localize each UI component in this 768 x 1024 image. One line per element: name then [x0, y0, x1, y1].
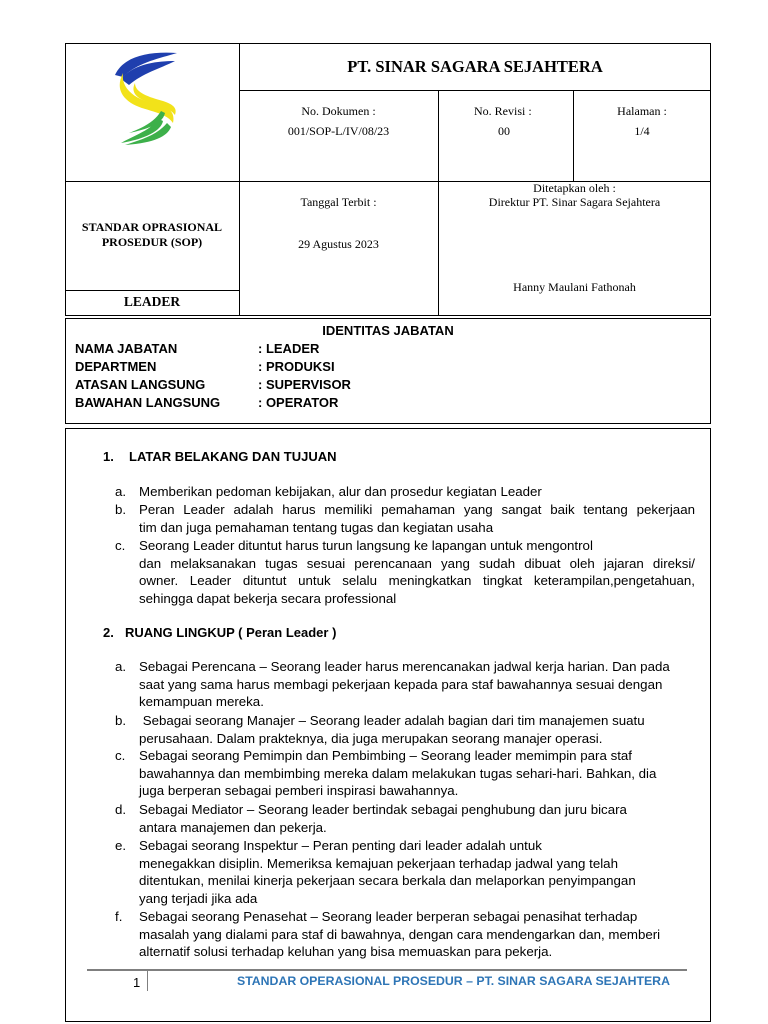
issue-date-label: Tanggal Terbit :	[300, 195, 377, 209]
section-1-title: LATAR BELAKANG DAN TUJUAN	[129, 449, 337, 464]
list-item: b. Peran Leader adalah harus memiliki pemahaman yang sangat baik tentang pekerjaan tim dan juga pemahaman tentang tugas dan kegiatan usaha	[115, 502, 695, 535]
identity-heading: IDENTITAS JABATAN	[322, 323, 454, 338]
list-item: d. Sebagai Mediator – Seorang leader bertindak sebagai penghubung dan juru bicara antara manajemen dan pekerja.	[115, 802, 627, 835]
page-value: 1/4	[634, 124, 650, 138]
sop-title-line2: PROSEDUR (SOP)	[101, 235, 203, 249]
footer-text: STANDAR OPERASIONAL PROSEDUR – PT. SINAR SAGARA SEJAHTERA	[237, 974, 670, 988]
sop-title-line1: STANDAR OPRASIONAL	[81, 220, 223, 234]
list-item: a. Sebagai Perencana – Seorang leader harus merencanakan jadwal kerja harian. Dan pada saat yang sama harus membagi pekerjaan kepada para staf bawahannya sesuai dengan kemampuan mereka.	[115, 659, 670, 710]
list-item: c. Seorang Leader dituntut harus turun langsung ke lapangan untuk mengontrol dan melaksanakan tugas sesuai perencanaan yang sudah dibuat oleh jajaran direksi/ owner. Leader dituntut untuk selalu meningkatkan tingkat keterampilan,pengetahuan, sehingga dapat bekerja secara professional	[115, 538, 695, 606]
identity-value-department: : PRODUKSI	[258, 359, 335, 374]
identity-value-position: : LEADER	[258, 341, 320, 356]
revision-value: 00	[498, 124, 510, 138]
approved-label: Ditetapkan oleh :	[533, 181, 616, 195]
section-1-number: 1.	[103, 449, 114, 464]
issue-date-value: 29 Agustus 2023	[298, 237, 379, 251]
identity-label-department: DEPARTMEN	[75, 359, 157, 374]
approver-name: Hanny Maulani Fathonah	[513, 280, 636, 294]
list-item: c. Sebagai seorang Pemimpin dan Pembimbing – Seorang leader memimpin para staf bawahannya dan membimbing mereka dalam melakukan tugas sehari-hari. Bahkan, dia juga berperan sebagai pemberi inspirasi bawahannya.	[115, 748, 657, 799]
footer-page-number: 1	[133, 975, 141, 990]
identity-value-superior: : SUPERVISOR	[258, 377, 351, 392]
identity-label-position: NAMA JABATAN	[75, 341, 178, 356]
company-name: PT. SINAR SAGARA SEJAHTERA	[347, 57, 603, 76]
section-2-number: 2.	[103, 625, 114, 640]
page-label: Halaman :	[617, 104, 667, 118]
company-logo	[113, 47, 179, 147]
revision-label: No. Revisi :	[474, 104, 532, 118]
identity-label-superior: ATASAN LANGSUNG	[75, 377, 206, 392]
doc-number-value: 001/SOP-L/IV/08/23	[287, 124, 390, 138]
list-item: a. Memberikan pedoman kebijakan, alur dan prosedur kegiatan Leader	[115, 484, 542, 499]
list-item: f. Sebagai seorang Penasehat – Seorang leader berperan sebagai penasihat terhadap masalah yang dialami para staf di bawahnya, dengan cara mendengarkan dan, memberi alternatif solusi terhadap keluhan yang bisa memuaskan para pekerja.	[115, 909, 661, 960]
approved-by-title: Direktur PT. Sinar Sagara Sejahtera	[488, 195, 661, 209]
list-item: e. Sebagai seorang Inspektur – Peran penting dari leader adalah untuk menegakkan disiplin. Memeriksa kemajuan pekerjaan terhadap jadwal yang telah ditentukan, menilai kinerja pekerjaan secara berkala dan melaporkan penyimpangan yang terjadi jika ada	[115, 838, 636, 906]
doc-number-label: No. Dokumen :	[301, 104, 376, 118]
company-logo-icon	[113, 47, 179, 147]
identity-value-subordinate: : OPERATOR	[258, 395, 339, 410]
section-name: LEADER	[123, 294, 181, 309]
section-2-title: RUANG LINGKUP ( Peran Leader )	[125, 625, 337, 640]
footer-divider	[147, 971, 148, 991]
footer-rule	[87, 969, 687, 971]
list-item: b. Sebagai seorang Manajer – Seorang leader adalah bagian dari tim manajemen suatu perusahaan. Dalam prakteknya, dia juga merupakan seorang manajer operasi.	[115, 713, 645, 746]
identity-label-subordinate: BAWAHAN LANGSUNG	[75, 395, 221, 410]
